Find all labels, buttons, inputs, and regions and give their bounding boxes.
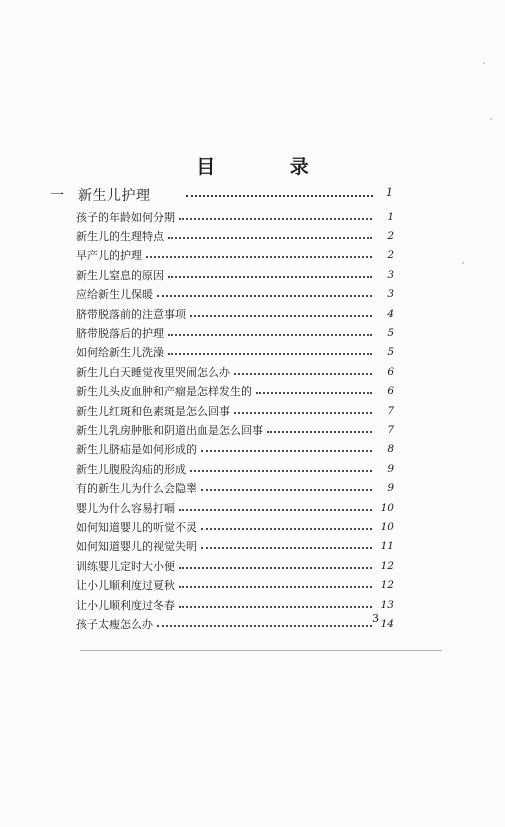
entry-page: 10 <box>380 520 394 533</box>
toc-entry[interactable] <box>76 478 394 497</box>
scan-speck <box>462 262 464 264</box>
section-label: 新生儿护理 <box>78 188 151 204</box>
entry-page: 6 <box>387 365 394 378</box>
entry-label: 新生儿脐疝是如何形成的 <box>76 443 197 457</box>
entry-label: 孩子的年龄如何分期 <box>76 210 175 224</box>
entry-label: 新生儿乳房肿胀和阴道出血是怎么回事 <box>76 423 263 437</box>
leader-dots <box>157 295 372 297</box>
entry-label: 新生儿白天睡觉夜里哭闹怎么办 <box>76 365 230 379</box>
leader-dots <box>179 509 372 511</box>
toc-entry[interactable] <box>76 556 394 575</box>
scan-speck <box>490 118 492 120</box>
scan-artifact-line <box>80 650 442 651</box>
entry-label: 如何给新生儿洗澡 <box>76 346 164 360</box>
toc-entry[interactable] <box>76 382 394 401</box>
leader-dots <box>186 195 373 197</box>
page-title: 目 录 <box>196 156 343 178</box>
entry-page: 11 <box>380 540 394 553</box>
leader-dots <box>179 218 372 220</box>
entry-label: 新生儿头皮血肿和产瘤是怎样发生的 <box>76 385 252 399</box>
toc-entry[interactable] <box>76 595 394 614</box>
entry-label: 让小儿顺利度过夏秋 <box>76 579 175 593</box>
entry-page: 1 <box>387 210 394 223</box>
entry-page: 9 <box>387 462 394 475</box>
leader-dots <box>201 450 372 452</box>
toc-entries <box>76 207 394 634</box>
leader-dots <box>168 276 372 278</box>
toc-entry[interactable] <box>76 440 394 459</box>
leader-dots <box>146 256 372 258</box>
toc-entry[interactable] <box>76 265 394 284</box>
entry-label: 脐带脱落后的护理 <box>76 327 164 341</box>
leader-dots <box>201 489 372 491</box>
leader-dots <box>168 237 372 239</box>
leader-dots <box>190 315 372 317</box>
entry-label: 新生儿的生理特点 <box>76 230 164 244</box>
entry-page: 12 <box>380 579 394 592</box>
toc-entry[interactable] <box>76 343 394 362</box>
entry-page: 2 <box>387 249 394 262</box>
toc-section[interactable] <box>50 185 395 204</box>
entry-page: 4 <box>387 307 394 320</box>
section-page: 1 <box>386 186 393 199</box>
entry-page: 9 <box>387 482 394 495</box>
toc-entry[interactable] <box>76 362 394 381</box>
entry-label: 如何知道婴儿的视觉失明 <box>76 540 197 554</box>
toc-entry[interactable] <box>76 498 394 517</box>
leader-dots <box>201 547 372 549</box>
leader-dots <box>201 528 372 530</box>
entry-page: 10 <box>380 501 394 514</box>
entry-page: 3 <box>387 288 394 301</box>
entry-label: 新生儿腹股沟疝的形成 <box>76 462 186 476</box>
toc-entry[interactable] <box>76 537 394 556</box>
toc-entry[interactable] <box>76 614 394 633</box>
entry-page: 13 <box>380 598 394 611</box>
leader-dots <box>190 470 372 472</box>
toc-entry[interactable] <box>76 207 394 226</box>
section-number: 一 <box>50 188 64 204</box>
leader-dots <box>168 353 372 355</box>
toc-entry[interactable] <box>76 575 394 594</box>
entry-page: 7 <box>387 404 394 417</box>
toc-entry[interactable] <box>76 459 394 478</box>
entry-page: 6 <box>387 385 394 398</box>
toc-entry[interactable] <box>76 285 394 304</box>
entry-label: 有的新生儿为什么会隐睾 <box>76 482 197 496</box>
entry-page: 7 <box>387 423 394 436</box>
leader-dots <box>267 431 372 433</box>
entry-label: 新生儿红斑和色素斑是怎么回事 <box>76 404 230 418</box>
entry-label: 婴儿为什么容易打嗝 <box>76 501 175 515</box>
leader-dots <box>168 334 372 336</box>
toc-entry[interactable] <box>76 323 394 342</box>
leader-dots <box>179 567 372 569</box>
entry-page: 2 <box>387 230 394 243</box>
entry-label: 孩子太瘦怎么办 <box>76 617 153 631</box>
entry-page: 5 <box>387 346 394 359</box>
leader-dots <box>234 412 372 414</box>
leader-dots <box>234 373 372 375</box>
entry-label: 脐带脱落前的注意事项 <box>76 307 186 321</box>
toc-entry[interactable] <box>76 246 394 265</box>
leader-dots <box>179 586 372 588</box>
entry-page: 8 <box>387 443 394 456</box>
leader-dots <box>256 392 372 394</box>
entry-page: 12 <box>380 559 394 572</box>
entry-label: 训练婴儿定时大小便 <box>76 559 175 573</box>
entry-page: 14 <box>380 617 394 630</box>
entry-label: 新生儿窒息的原因 <box>76 268 164 282</box>
entry-label: 应给新生儿保暖 <box>76 288 153 302</box>
scan-speck <box>483 62 485 64</box>
entry-label: 让小儿顺利度过冬春 <box>76 598 175 612</box>
leader-dots <box>157 625 372 627</box>
entry-label: 如何知道婴儿的听觉不灵 <box>76 520 197 534</box>
leader-dots <box>179 606 372 608</box>
toc-entry[interactable] <box>76 304 394 323</box>
entry-page: 3 <box>387 268 394 281</box>
entry-page: 5 <box>387 327 394 340</box>
page-number: 3 <box>372 612 379 625</box>
toc-entry[interactable] <box>76 226 394 245</box>
toc-entry[interactable] <box>76 401 394 420</box>
toc-entry[interactable] <box>76 517 394 536</box>
toc-entry[interactable] <box>76 420 394 439</box>
entry-label: 早产儿的护理 <box>76 249 142 263</box>
